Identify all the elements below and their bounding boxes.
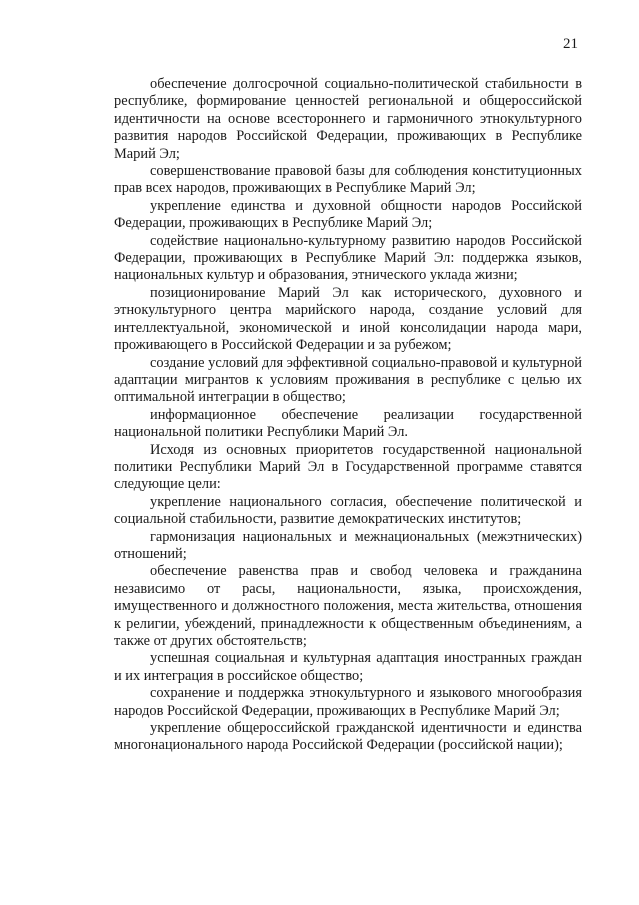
paragraph: информационное обеспечение реализации государственной национальной политики Республики Марий Эл. [114, 406, 582, 441]
paragraph: обеспечение равенства прав и свобод человека и гражданина независимо от расы, национальности, языка, происхождения, имущественного и должностного положения, места жительства, отношения к религии, убеждений, принадлежности к общественным объединениям, а также от других обстоятельств; [114, 563, 582, 649]
body-text [114, 76, 582, 755]
paragraph: сохранение и поддержка этнокультурного и языкового многообразия народов Российской Федерации, проживающих в Республике Марий Эл; [114, 685, 582, 719]
paragraph: совершенствование правовой базы для соблюдения конституционных прав всех народов, проживающих в Республике Марий Эл; [114, 163, 582, 197]
paragraph: содействие национально-культурному развитию народов Российской Федерации, проживающих в Республике Марий Эл: поддержка языков, национальных культур и образования, этнического уклада жизни; [114, 232, 582, 284]
paragraph: укрепление единства и духовной общности народов Российской Федерации, проживающих в Республике Марий Эл; [114, 197, 582, 232]
paragraph: обеспечение долгосрочной социально-политической стабильности в республике, формирование ценностей региональной и общероссийской идентичности на основе всестороннего и гармоничного этнокультурного развития народов Российской Федерации, проживающих в Республике Марий Эл; [114, 76, 582, 162]
paragraph: позиционирование Марий Эл как исторического, духовного и этнокультурного центра марийского народа, создание условий для интеллектуальной, экономической и иной консолидации народа мари, проживающего в Российской Федерации и за рубежом; [114, 284, 582, 354]
paragraph: успешная социальная и культурная адаптация иностранных граждан и их интеграция в российское общество; [114, 650, 582, 684]
paragraph: укрепление национального согласия, обеспечение политической и социальной стабильности, развитие демократических институтов; [114, 493, 582, 528]
paragraph: создание условий для эффективной социально-правовой и культурной адаптации мигрантов к условиям проживания в республике с целью их оптимальной интеграции в общество; [114, 354, 582, 406]
paragraph: Исходя из основных приоритетов государственной национальной политики Республики Марий Эл в Государственной программе ставятся следующие цели: [114, 441, 582, 493]
paragraph: гармонизация национальных и межнациональных (межэтнических) отношений; [114, 528, 582, 562]
page-number: 21 [563, 36, 578, 52]
paragraph: укрепление общероссийской гражданской идентичности и единства многонационального народа Российской Федерации (российской нации); [114, 720, 582, 754]
